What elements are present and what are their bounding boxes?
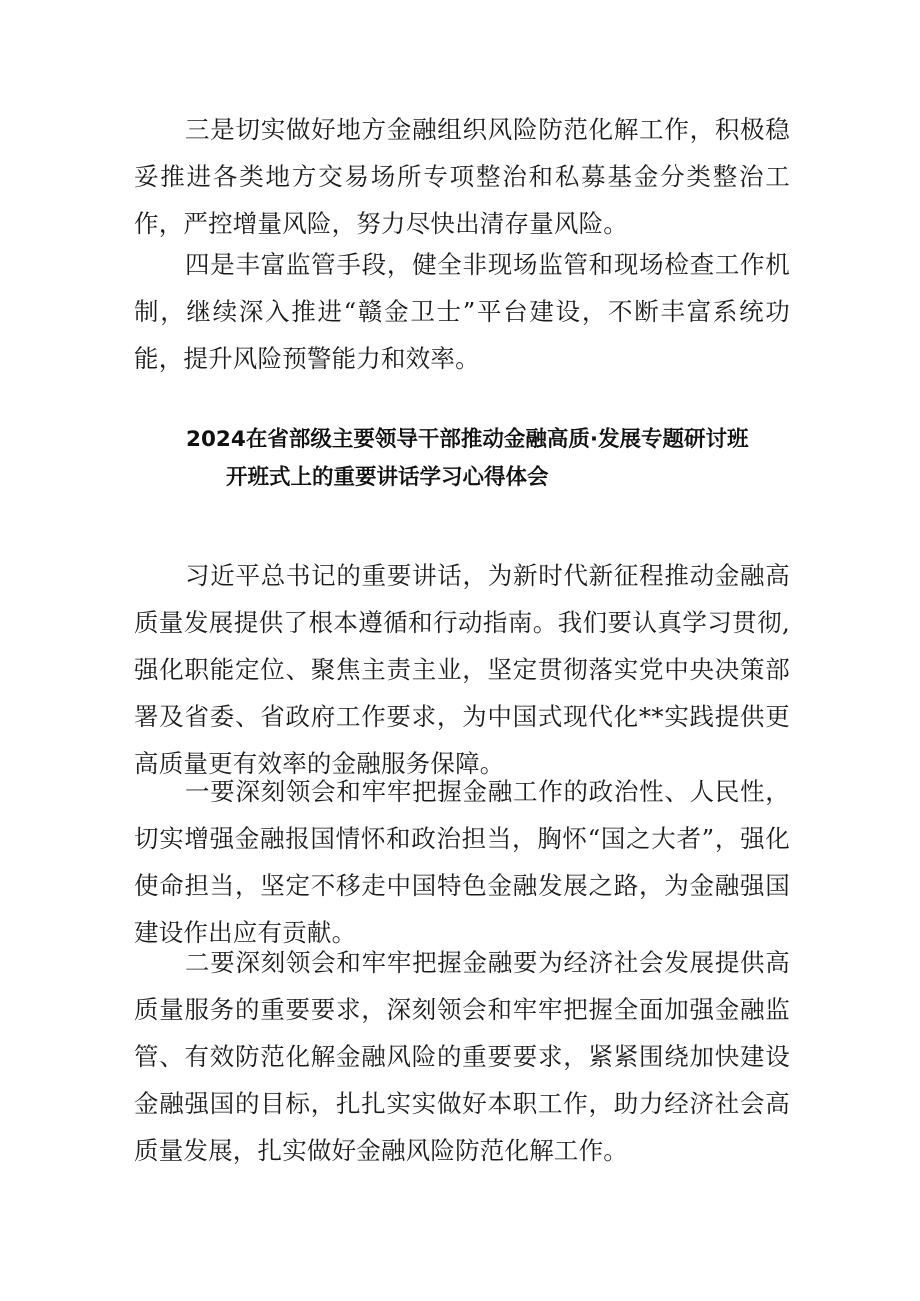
paragraph-point-one: 一要深刻领会和牢牢把握金融工作的政治性、人民性，切实增强金融报国情怀和政治担当，胸怀“国之大者”，强化使命担当，坚定不移走中国特色金融发展之路，为金融强国建设作出应有贡献。 bbox=[134, 777, 790, 947]
article-title-line-2: 开班式上的重要讲话学习心得体会 bbox=[226, 465, 549, 490]
paragraph-supervision-means: 四是丰富监管手段，健全非现场监管和现场检查工作机制，继续深入推进“赣金卫士”平台建设，不断丰富系统功能，提升风险预警能力和效率。 bbox=[134, 250, 790, 373]
paragraph-risk-resolution: 三是切实做好地方金融组织风险防范化解工作，积极稳妥推进各类地方交易场所专项整治和私募基金分类整治工作，严控增量风险，努力尽快出清存量风险。 bbox=[134, 115, 790, 238]
paragraph-intro: 习近平总书记的重要讲话，为新时代新征程推动金融高质量发展提供了根本遵循和行动指南。我们要认真学习贯彻,强化职能定位、聚焦主责主业，坚定贯彻落实党中央决策部署及省委、省政府工作要求，为中国式现代化**实践提供更高质量更有效率的金融服务保障。 bbox=[134, 561, 790, 778]
paragraph-point-two: 二要深刻领会和牢牢把握金融要为经济社会发展提供高质量服务的重要要求，深刻领会和牢牢把握全面加强金融监管、有效防范化解金融风险的重要要求，紧紧围绕加快建设金融强国的目标，扎扎实实做好本职工作，助力经济社会高质量发展，扎实做好金融风险防范化解工作。 bbox=[134, 948, 790, 1165]
article-title bbox=[134, 421, 790, 497]
article-title-line-1: 2024在省部级主要领导干部推动金融高质·发展专题研讨班 bbox=[186, 427, 749, 452]
